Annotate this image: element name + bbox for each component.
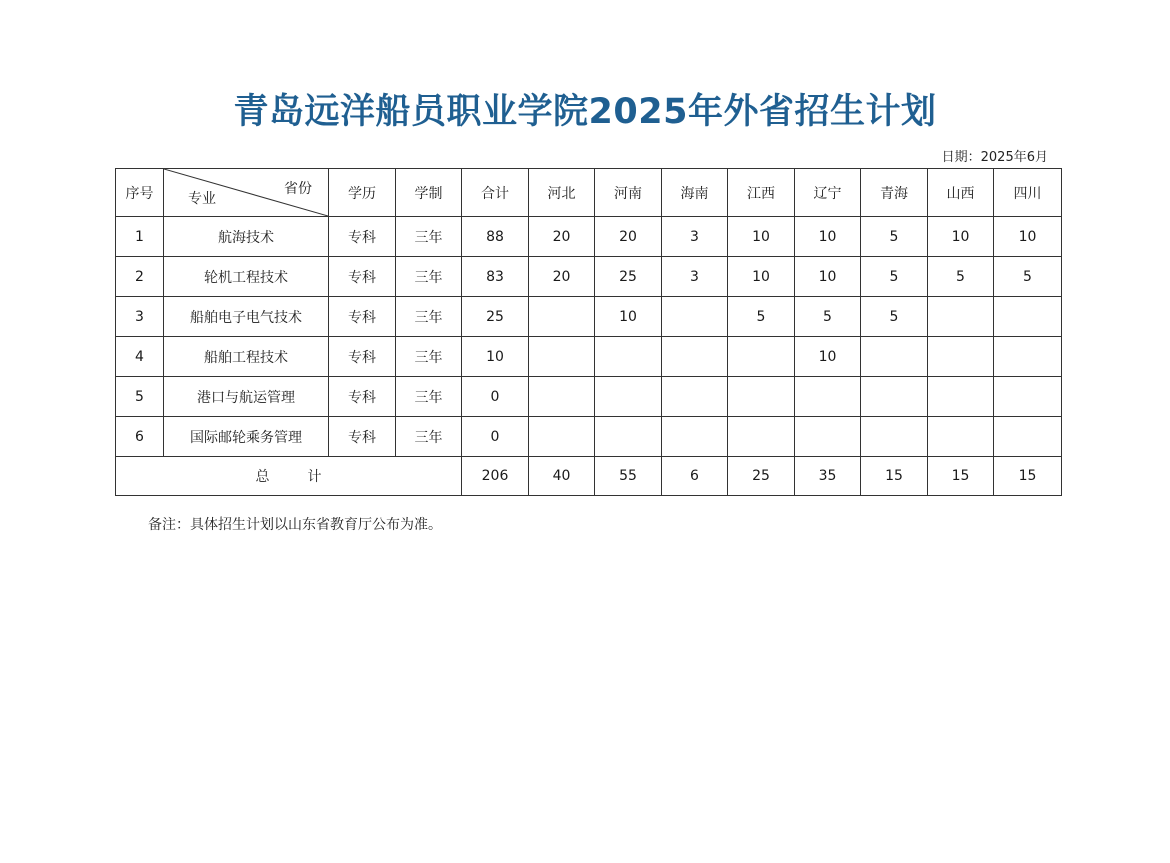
cell-seq: 3 (116, 297, 164, 337)
cell-province (928, 417, 994, 457)
cell-edu: 专科 (329, 417, 396, 457)
header-province: 辽宁 (795, 169, 861, 217)
cell-province (994, 417, 1062, 457)
totals-province: 6 (662, 457, 728, 496)
cell-province (662, 417, 728, 457)
cell-province: 3 (662, 257, 728, 297)
header-province: 四川 (994, 169, 1062, 217)
cell-seq: 5 (116, 377, 164, 417)
table-row (116, 417, 1062, 457)
cell-total: 83 (462, 257, 529, 297)
header-row (116, 169, 1062, 217)
cell-province (595, 417, 662, 457)
cell-province (529, 377, 595, 417)
cell-province: 5 (928, 257, 994, 297)
table-row (116, 257, 1062, 297)
cell-province (595, 337, 662, 377)
cell-duration: 三年 (396, 337, 462, 377)
cell-duration: 三年 (396, 257, 462, 297)
cell-edu: 专科 (329, 337, 396, 377)
cell-major: 船舶工程技术 (164, 337, 329, 377)
cell-province (928, 297, 994, 337)
cell-province (662, 377, 728, 417)
cell-total: 88 (462, 217, 529, 257)
header-province: 山西 (928, 169, 994, 217)
cell-province: 5 (994, 257, 1062, 297)
totals-label-right: 计 (307, 469, 322, 485)
header-edu: 学历 (329, 169, 396, 217)
table-row (116, 337, 1062, 377)
cell-province (595, 377, 662, 417)
header-seq: 序号 (116, 169, 164, 217)
cell-seq: 1 (116, 217, 164, 257)
cell-seq: 4 (116, 337, 164, 377)
header-major-label: 专业 (188, 191, 216, 207)
cell-province (662, 337, 728, 377)
cell-province: 20 (529, 257, 595, 297)
table-row (116, 217, 1062, 257)
totals-total: 206 (462, 457, 529, 496)
cell-province: 10 (595, 297, 662, 337)
cell-duration: 三年 (396, 217, 462, 257)
cell-province: 10 (728, 217, 795, 257)
totals-province: 40 (529, 457, 595, 496)
cell-province (529, 297, 595, 337)
enrollment-plan-table (115, 168, 1062, 496)
header-province-label: 省份 (284, 181, 312, 197)
cell-province (529, 417, 595, 457)
cell-province (994, 337, 1062, 377)
cell-province: 10 (795, 337, 861, 377)
header-province: 海南 (662, 169, 728, 217)
cell-province (728, 417, 795, 457)
cell-total: 25 (462, 297, 529, 337)
cell-province: 10 (994, 217, 1062, 257)
cell-seq: 2 (116, 257, 164, 297)
cell-major: 港口与航运管理 (164, 377, 329, 417)
header-diagonal-cell (164, 169, 329, 217)
cell-seq: 6 (116, 417, 164, 457)
cell-duration: 三年 (396, 417, 462, 457)
cell-province (728, 377, 795, 417)
cell-province: 3 (662, 217, 728, 257)
header-province: 青海 (861, 169, 928, 217)
cell-province (795, 417, 861, 457)
cell-province: 25 (595, 257, 662, 297)
table-row (116, 377, 1062, 417)
cell-province: 5 (795, 297, 861, 337)
totals-province: 55 (595, 457, 662, 496)
table-row (116, 297, 1062, 337)
cell-major: 船舶电子电气技术 (164, 297, 329, 337)
cell-province (861, 417, 928, 457)
cell-province: 10 (728, 257, 795, 297)
totals-label-cell (116, 457, 462, 496)
cell-province (795, 377, 861, 417)
cell-province: 5 (861, 297, 928, 337)
totals-province: 15 (928, 457, 994, 496)
cell-duration: 三年 (396, 297, 462, 337)
page-title: 青岛远洋船员职业学院2025年外省招生计划 (233, 92, 937, 132)
totals-row (116, 457, 1062, 496)
header-province: 江西 (728, 169, 795, 217)
cell-province: 20 (529, 217, 595, 257)
cell-major: 国际邮轮乘务管理 (164, 417, 329, 457)
cell-major: 航海技术 (164, 217, 329, 257)
cell-province: 5 (861, 217, 928, 257)
header-province: 河南 (595, 169, 662, 217)
cell-total: 10 (462, 337, 529, 377)
footnote: 备注：具体招生计划以山东省教育厅公布为准。 (148, 517, 442, 533)
cell-edu: 专科 (329, 217, 396, 257)
cell-province: 20 (595, 217, 662, 257)
cell-edu: 专科 (329, 257, 396, 297)
cell-edu: 专科 (329, 377, 396, 417)
cell-province: 5 (861, 257, 928, 297)
header-province: 河北 (529, 169, 595, 217)
cell-province (928, 337, 994, 377)
cell-province (662, 297, 728, 337)
header-total: 合计 (462, 169, 529, 217)
cell-province (994, 297, 1062, 337)
cell-total: 0 (462, 417, 529, 457)
cell-province: 10 (928, 217, 994, 257)
totals-province: 15 (994, 457, 1062, 496)
cell-total: 0 (462, 377, 529, 417)
header-duration: 学制 (396, 169, 462, 217)
cell-province (529, 337, 595, 377)
cell-province (861, 377, 928, 417)
cell-province (994, 377, 1062, 417)
cell-major: 轮机工程技术 (164, 257, 329, 297)
cell-province (728, 337, 795, 377)
cell-edu: 专科 (329, 297, 396, 337)
cell-province: 10 (795, 217, 861, 257)
totals-province: 15 (861, 457, 928, 496)
totals-province: 25 (728, 457, 795, 496)
totals-label-left: 总 (255, 469, 270, 485)
cell-province: 10 (795, 257, 861, 297)
totals-province: 35 (795, 457, 861, 496)
date-label: 日期：2025年6月 (941, 150, 1048, 165)
cell-province: 5 (728, 297, 795, 337)
cell-province (861, 337, 928, 377)
cell-duration: 三年 (396, 377, 462, 417)
cell-province (928, 377, 994, 417)
